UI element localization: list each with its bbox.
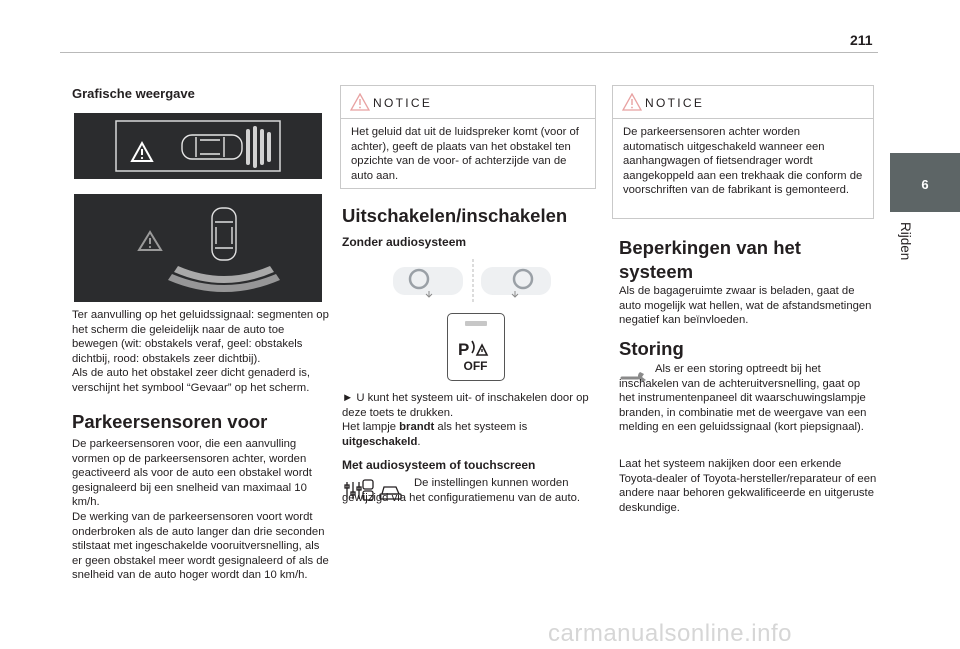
notice-warning-icon	[350, 93, 370, 111]
notice-title: NOTICE	[373, 96, 433, 110]
notice-box	[612, 85, 874, 219]
warning-icon	[132, 143, 152, 161]
warning-icon	[139, 232, 161, 250]
car-top-view-icon	[212, 208, 236, 260]
header-divider	[60, 52, 878, 53]
notice-text: De parkeersensoren achter worden automatisch uitgeschakeld wanneer een aanhangwagen of fietsendrager wordt aangekoppeld aan een trekhaak die conform de voorschriften van de fabrikant is gemonteerd.	[623, 126, 863, 197]
sensor-segments	[168, 266, 280, 292]
section-uitschakelen: Uitschakelen/inschakelen	[342, 205, 568, 226]
svg-text:P: P	[458, 340, 470, 359]
paragraph: Als de bagageruimte zwaar is beladen, gaat de auto mogelijk wat hellen, wat de afstandsmetingen negatief kan beïnvloeden.	[619, 285, 872, 327]
indicator-lamp	[465, 321, 487, 326]
section-storing: Storing	[619, 338, 684, 359]
section-beperkingen: Beperkingen van het systeem	[619, 237, 801, 282]
sensor-segments	[246, 126, 271, 168]
paragraph: Ter aanvulling op het geluidssignaal: segmenten op het scherm die geleidelijk naar de auto toe bewegen (wit: obstakels veraf, geel: obstakels dichtbij, rood: obstakels zeer dichtbij). Als de auto het obstakel zeer dicht genaderd is, verschijnt het symbool “Gevaar” op het scherm.	[72, 309, 329, 394]
steering-wheel-illustration	[393, 259, 553, 303]
chapter-tab[interactable]: 6	[890, 153, 960, 212]
watermark: carmanualsonline.info	[548, 620, 792, 647]
paragraph: Laat het systeem nakijken door een erkende Toyota-dealer of Toyota-hersteller/reparateur of een andere naar behoren gekwalificeerde en uitgeruste deskundige.	[619, 458, 877, 514]
paragraph: De parkeersensoren voor, die een aanvulling vormen op de parkeersensoren achter, worden geactiveerd als voor de auto een obstakel wordt gesignaleerd bij een snelheid van maximaal 10 km/h. De werking van de parkeersensoren voort wordt onderbroken als de auto langer dan drie seconden stilstaat met ingeschakelde vooruitversnelling, als er geen obstakel meer wordt gesignaleerd of als de snelheid van de auto hoger wordt dan 10 km/h.	[72, 438, 329, 582]
notice-warning-icon	[622, 93, 642, 111]
section-parkeersensoren-voor: Parkeersensoren voor	[72, 411, 268, 432]
paragraph: Als er een storing optreedt bij het inschakelen van de achteruitversnelling, gaat op het instrumentenpaneel dit waarschuwingslampje branden, in combinatie met de weergave van een melding en een geluidssignaal (kort piepsignaal).	[619, 363, 867, 434]
heading-grafische-weergave: Grafische weergave	[72, 86, 195, 101]
park-sensor-off-button[interactable]	[447, 313, 505, 381]
notice-title: NOTICE	[645, 96, 705, 110]
display-image-top	[74, 113, 322, 179]
chapter-title: Rijden	[898, 222, 913, 261]
notice-text: Het geluid dat uit de luidspreker komt (voor of achter), geeft de plaats van het obstakel ten opzichte van de voor- of achterzijde van de auto aan.	[351, 126, 579, 182]
notice-box	[340, 85, 596, 189]
subheading-met-audiosysteem: Met audiosysteem of touchscreen	[342, 458, 536, 472]
off-label: OFF	[463, 359, 488, 373]
paragraph: De instellingen kunnen worden gewijzigd via het configuratiemenu van de auto.	[342, 477, 581, 504]
car-top-view-icon	[182, 135, 242, 159]
display-image-bottom	[74, 194, 322, 302]
page-number: 211	[850, 32, 873, 48]
paragraph: ► U kunt het systeem uit- of inschakelen door op deze toets te drukken. Het lampje brandt als het systeem is uitgeschakeld.	[342, 392, 589, 448]
subheading-zonder-audiosysteem: Zonder audiosysteem	[342, 235, 467, 249]
parking-sensor-icon	[456, 337, 496, 361]
